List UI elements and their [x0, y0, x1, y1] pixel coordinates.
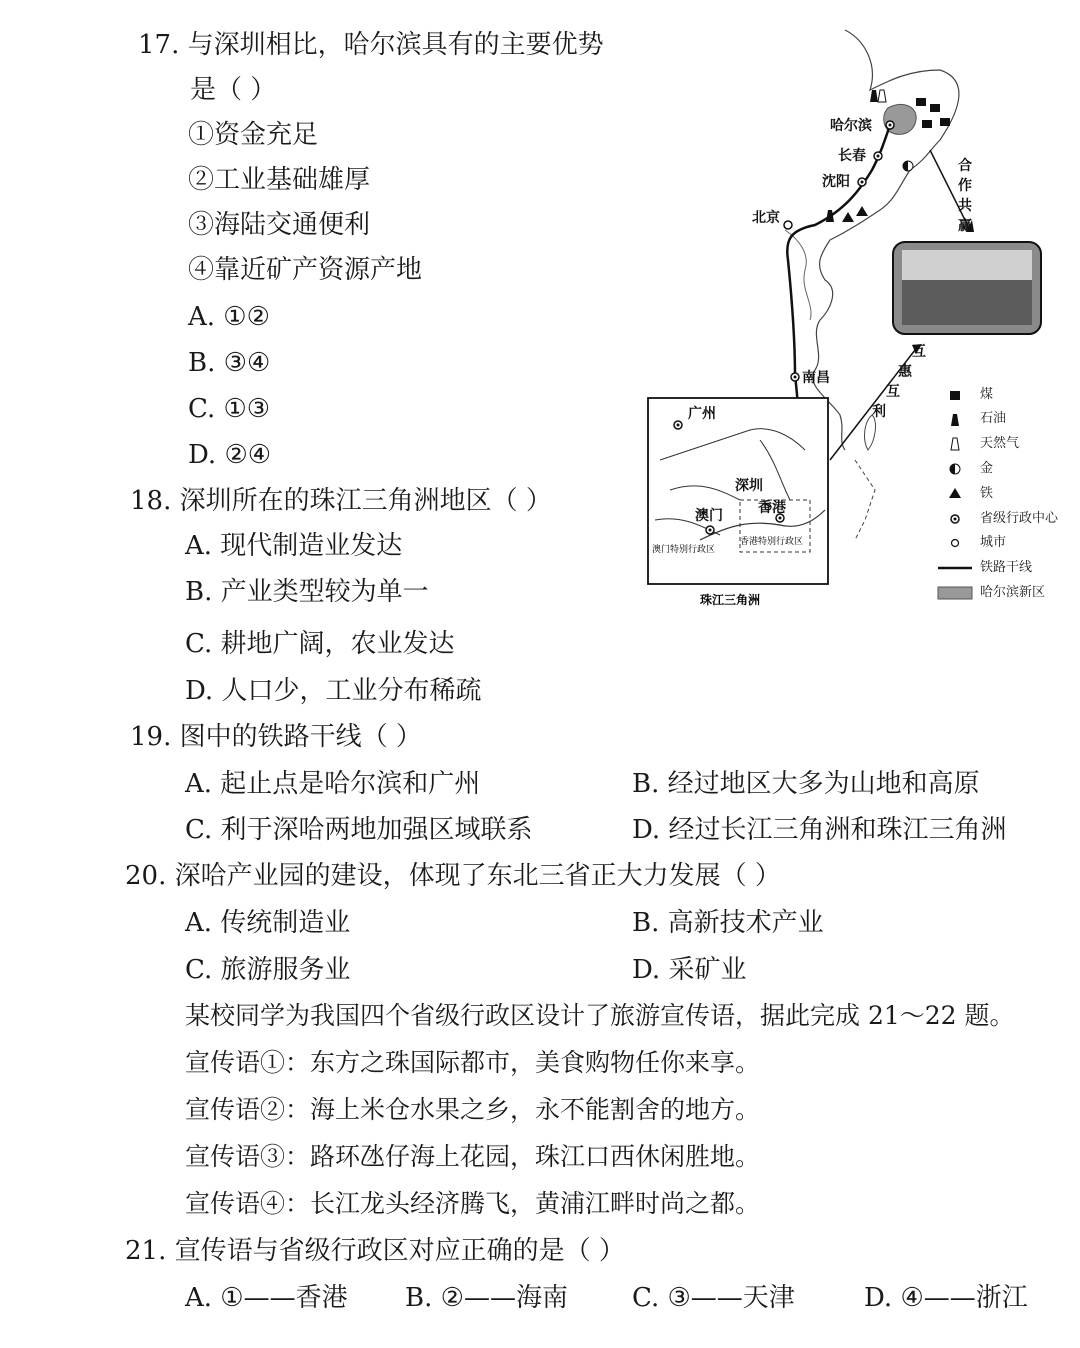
q21-stem: 21. 宣传语与省级行政区对应正确的是（ ） — [125, 1236, 625, 1266]
inset-title: 珠江三角洲 — [700, 593, 761, 607]
q21-option-d[interactable]: D. ④——浙江 — [864, 1283, 1028, 1313]
dashed-boundary — [855, 460, 875, 540]
legend-iron-icon — [949, 488, 961, 498]
coal-icon — [916, 98, 926, 106]
slogan-2: 宣传语②：海上米仓水果之乡，永不能割舍的地方。 — [185, 1095, 761, 1124]
legend-gas-icon — [951, 438, 959, 450]
harbin-photo-city — [902, 280, 1032, 325]
q17-item-1: ①资金充足 — [188, 120, 319, 150]
legend-newarea-label: 哈尔滨新区 — [980, 585, 1046, 600]
legend-city-label: 城市 — [980, 535, 1007, 550]
taiwan — [865, 415, 876, 450]
label-beijing: 北京 — [752, 210, 780, 226]
q17-option-a[interactable]: A. ①② — [188, 302, 270, 332]
legend-coal-icon — [950, 391, 960, 400]
inset-label-shenzhen: 深圳 — [735, 478, 763, 494]
legend-gold-label: 金 — [980, 461, 994, 476]
arrow-mid-char-4: 利 — [872, 404, 886, 420]
inset-label-macau: 澳门 — [695, 508, 723, 524]
intro-text: 某校同学为我国四个省级行政区设计了旅游宣传语，据此完成 21～22 题。 — [185, 1001, 1015, 1030]
inset-label-hk: 香港 — [758, 500, 786, 516]
label-nanchang: 南昌 — [802, 370, 830, 386]
q18-option-b[interactable]: B. 产业类型较为单一 — [185, 577, 429, 607]
q20-option-c[interactable]: C. 旅游服务业 — [185, 955, 351, 985]
q21-option-a[interactable]: A. ①——香港 — [185, 1283, 348, 1313]
arrow-mid-char-1: 互 — [912, 344, 926, 360]
legend-newarea-icon — [938, 587, 972, 599]
q18-option-c[interactable]: C. 耕地广阔，农业发达 — [185, 629, 455, 659]
q20-option-a[interactable]: A. 传统制造业 — [185, 908, 351, 938]
legend-railway-label: 铁路干线 — [980, 560, 1033, 575]
coal-icon — [930, 104, 940, 112]
iron-icon — [842, 212, 854, 222]
gold-icon-half — [903, 161, 908, 171]
slogan-4: 宣传语④：长江龙头经济腾飞，黄浦江畔时尚之都。 — [185, 1189, 761, 1218]
q17-option-b[interactable]: B. ③④ — [188, 348, 271, 378]
q17-stem-cont: 是（ ） — [190, 75, 277, 105]
legend-iron-label: 铁 — [980, 486, 994, 501]
legend-gas-label: 天然气 — [980, 436, 1020, 451]
label-shenyang: 沈阳 — [822, 174, 850, 190]
label-harbin: 哈尔滨 — [830, 118, 872, 134]
legend-oil-icon — [951, 414, 959, 426]
q19-option-a[interactable]: A. 起止点是哈尔滨和广州 — [185, 769, 481, 799]
q18-option-a[interactable]: A. 现代制造业发达 — [185, 531, 403, 561]
inset-label-hk-sar: 香港特别行政区 — [740, 537, 804, 547]
coal-icon — [922, 120, 932, 128]
q17-option-c[interactable]: C. ①③ — [188, 394, 271, 424]
beijing-marker — [784, 221, 792, 229]
slogan-1: 宣传语①：东方之珠国际都市，美食购物任你来享。 — [185, 1048, 761, 1077]
q17-stem: 17. 与深圳相比，哈尔滨具有的主要优势 — [138, 30, 604, 60]
slogan-3: 宣传语③：路环氹仔海上花园，珠江口西休闲胜地。 — [185, 1142, 761, 1171]
inset-label-mo-sar: 澳门特别行政区 — [652, 545, 716, 555]
legend-city-icon — [952, 540, 959, 547]
oil-icon — [870, 90, 878, 102]
inset-label-guangzhou: 广州 — [688, 406, 716, 422]
iron-icon — [856, 206, 868, 216]
q18-stem: 18. 深圳所在的珠江三角洲地区（ ） — [130, 486, 552, 516]
q17-item-4: ④靠近矿产资源产地 — [188, 255, 423, 285]
arrow-top-char-2: 作 — [958, 178, 972, 194]
coal-icon — [940, 118, 950, 126]
q19-option-b[interactable]: B. 经过地区大多为山地和高原 — [632, 769, 980, 799]
q21-option-c[interactable]: C. ③——天津 — [632, 1283, 795, 1313]
gas-icon — [878, 90, 886, 102]
arrow-mid-char-2: 惠 — [898, 364, 912, 380]
q19-option-d[interactable]: D. 经过长江三角洲和珠江三角洲 — [632, 815, 1007, 845]
q21-option-b[interactable]: B. ②——海南 — [405, 1283, 568, 1313]
arrow-mid-char-3: 互 — [886, 384, 900, 400]
legend-oil-label: 石油 — [980, 411, 1007, 426]
legend-coal-label: 煤 — [980, 387, 994, 402]
q19-option-c[interactable]: C. 利于深哈两地加强区域联系 — [185, 815, 533, 845]
q20-option-b[interactable]: B. 高新技术产业 — [632, 908, 824, 938]
q18-option-d[interactable]: D. 人口少，工业分布稀疏 — [185, 676, 482, 706]
q20-stem: 20. 深哈产业园的建设，体现了东北三省正大力发展（ ） — [125, 861, 781, 891]
q17-item-3: ③海陆交通便利 — [188, 210, 371, 240]
q17-option-d[interactable]: D. ②④ — [188, 440, 272, 470]
q19-stem: 19. 图中的铁路干线（ ） — [130, 722, 422, 752]
arrow-top-char-1: 合 — [958, 158, 972, 174]
harbin-photo-sky — [902, 250, 1032, 280]
legend-capital-label: 省级行政中心 — [980, 511, 1059, 526]
q20-option-d[interactable]: D. 采矿业 — [632, 955, 747, 985]
arrow-top-char-3: 共 — [958, 198, 972, 214]
arrow-top-char-4: 赢 — [958, 218, 972, 234]
q17-item-2: ②工业基础雄厚 — [188, 165, 371, 195]
map-figure — [640, 20, 1065, 620]
map-svg — [640, 20, 1065, 620]
label-changchun: 长春 — [838, 148, 866, 164]
